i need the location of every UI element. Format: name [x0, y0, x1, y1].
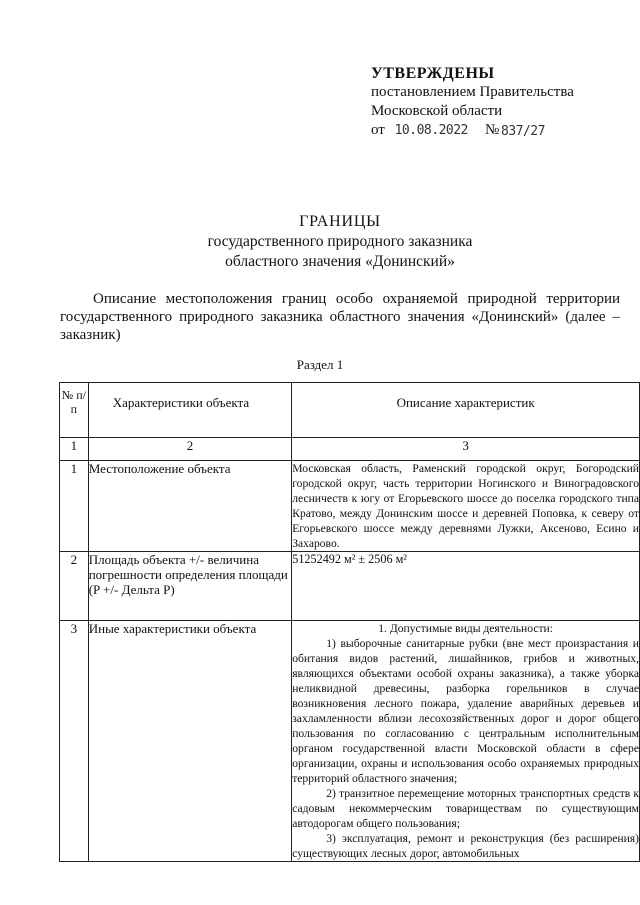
- numbering-row: [60, 438, 640, 461]
- row-description: [292, 621, 640, 862]
- title-line2: государственного природного заказника: [207, 233, 473, 250]
- approval-number: 837/27: [501, 124, 545, 139]
- header-description: Описание характеристик: [292, 383, 640, 438]
- numbering-cell: 2: [88, 438, 292, 461]
- list-item: 3) эксплуатация, ремонт и реконструкция (без расширения) существующих лесных дорог, автомобильных: [292, 832, 639, 860]
- approval-line1: постановлением Правительства: [371, 84, 574, 100]
- section-label: Раздел 1: [296, 357, 344, 372]
- intro-rest: государственного природного заказника областного значения «Донинский» (далее – заказник): [60, 309, 620, 343]
- document-title: [120, 212, 560, 272]
- title-main: ГРАНИЦЫ: [299, 213, 381, 230]
- approval-dateline: [371, 121, 621, 140]
- intro-paragraph: [60, 290, 620, 344]
- table-header-row: [60, 383, 640, 438]
- list-item: 2) транзитное перемещение моторных транспортных средств к садовым некоммерческим товариществам по существующим автодорогам общего пользования;: [292, 787, 639, 830]
- numbering-cell: 1: [60, 438, 89, 461]
- number-prefix: №: [485, 122, 500, 138]
- row-name: Площадь объекта +/- величина погрешности определения площади (P +/- Дельта P): [88, 552, 292, 621]
- title-line3: областного значения «Донинский»: [225, 253, 455, 270]
- row-index: 3: [60, 621, 89, 862]
- row-name: Местоположение объекта: [88, 461, 292, 552]
- table-row: [60, 621, 640, 862]
- table-row: [60, 552, 640, 621]
- row-description: Московская область, Раменский городской округ, Богородский городской округ, часть территории Ногинского и Виноградовского лесничеств к югу от Егорьевского шоссе до поселка городского типа Кратово, между Донинским шоссе и деревней Поповка, к северу от Егорьевского шоссе между деревнями Лужки, Аксеново, Есино и Захарово.: [292, 462, 639, 550]
- approval-line2: Московской области: [371, 103, 503, 119]
- table-row: [60, 461, 640, 552]
- approval-heading: УТВЕРЖДЕНЫ: [371, 65, 495, 82]
- list-title: 1. Допустимые виды деятельности:: [378, 622, 553, 635]
- date-prefix: от: [371, 122, 385, 138]
- list-item: 1) выборочные санитарные рубки (вне мест произрастания и обитания видов растений, лишайников, грибов и животных, являющихся объектами особой охраны заказника), а также уборка неликвидной древесины, разборка горельников в случае возникновения лесного пожара, удаление аварийных деревьев и захламленности вблизи лесохозяйственных дорог и дорог общего пользования по согласованию с центральным исполнительным органом государственной власти Московской области в сфере организации, охраны и использования особо охраняемых природных территорий областного значения;: [292, 637, 639, 785]
- row-description: 51252492 м² ± 2506 м²: [292, 552, 640, 621]
- row-index: 1: [60, 461, 89, 552]
- row-index: 2: [60, 552, 89, 621]
- row-name: Иные характеристики объекта: [88, 621, 292, 862]
- approval-date: 10.08.2022: [394, 123, 468, 138]
- numbering-cell: 3: [292, 438, 640, 461]
- characteristics-table: [59, 382, 640, 862]
- header-num: № п/п: [60, 383, 89, 438]
- header-characteristics: Характеристики объекта: [88, 383, 292, 438]
- intro-line1: Описание местоположения границ особо охраняемой природной территории: [93, 291, 620, 307]
- approval-block: [371, 64, 621, 140]
